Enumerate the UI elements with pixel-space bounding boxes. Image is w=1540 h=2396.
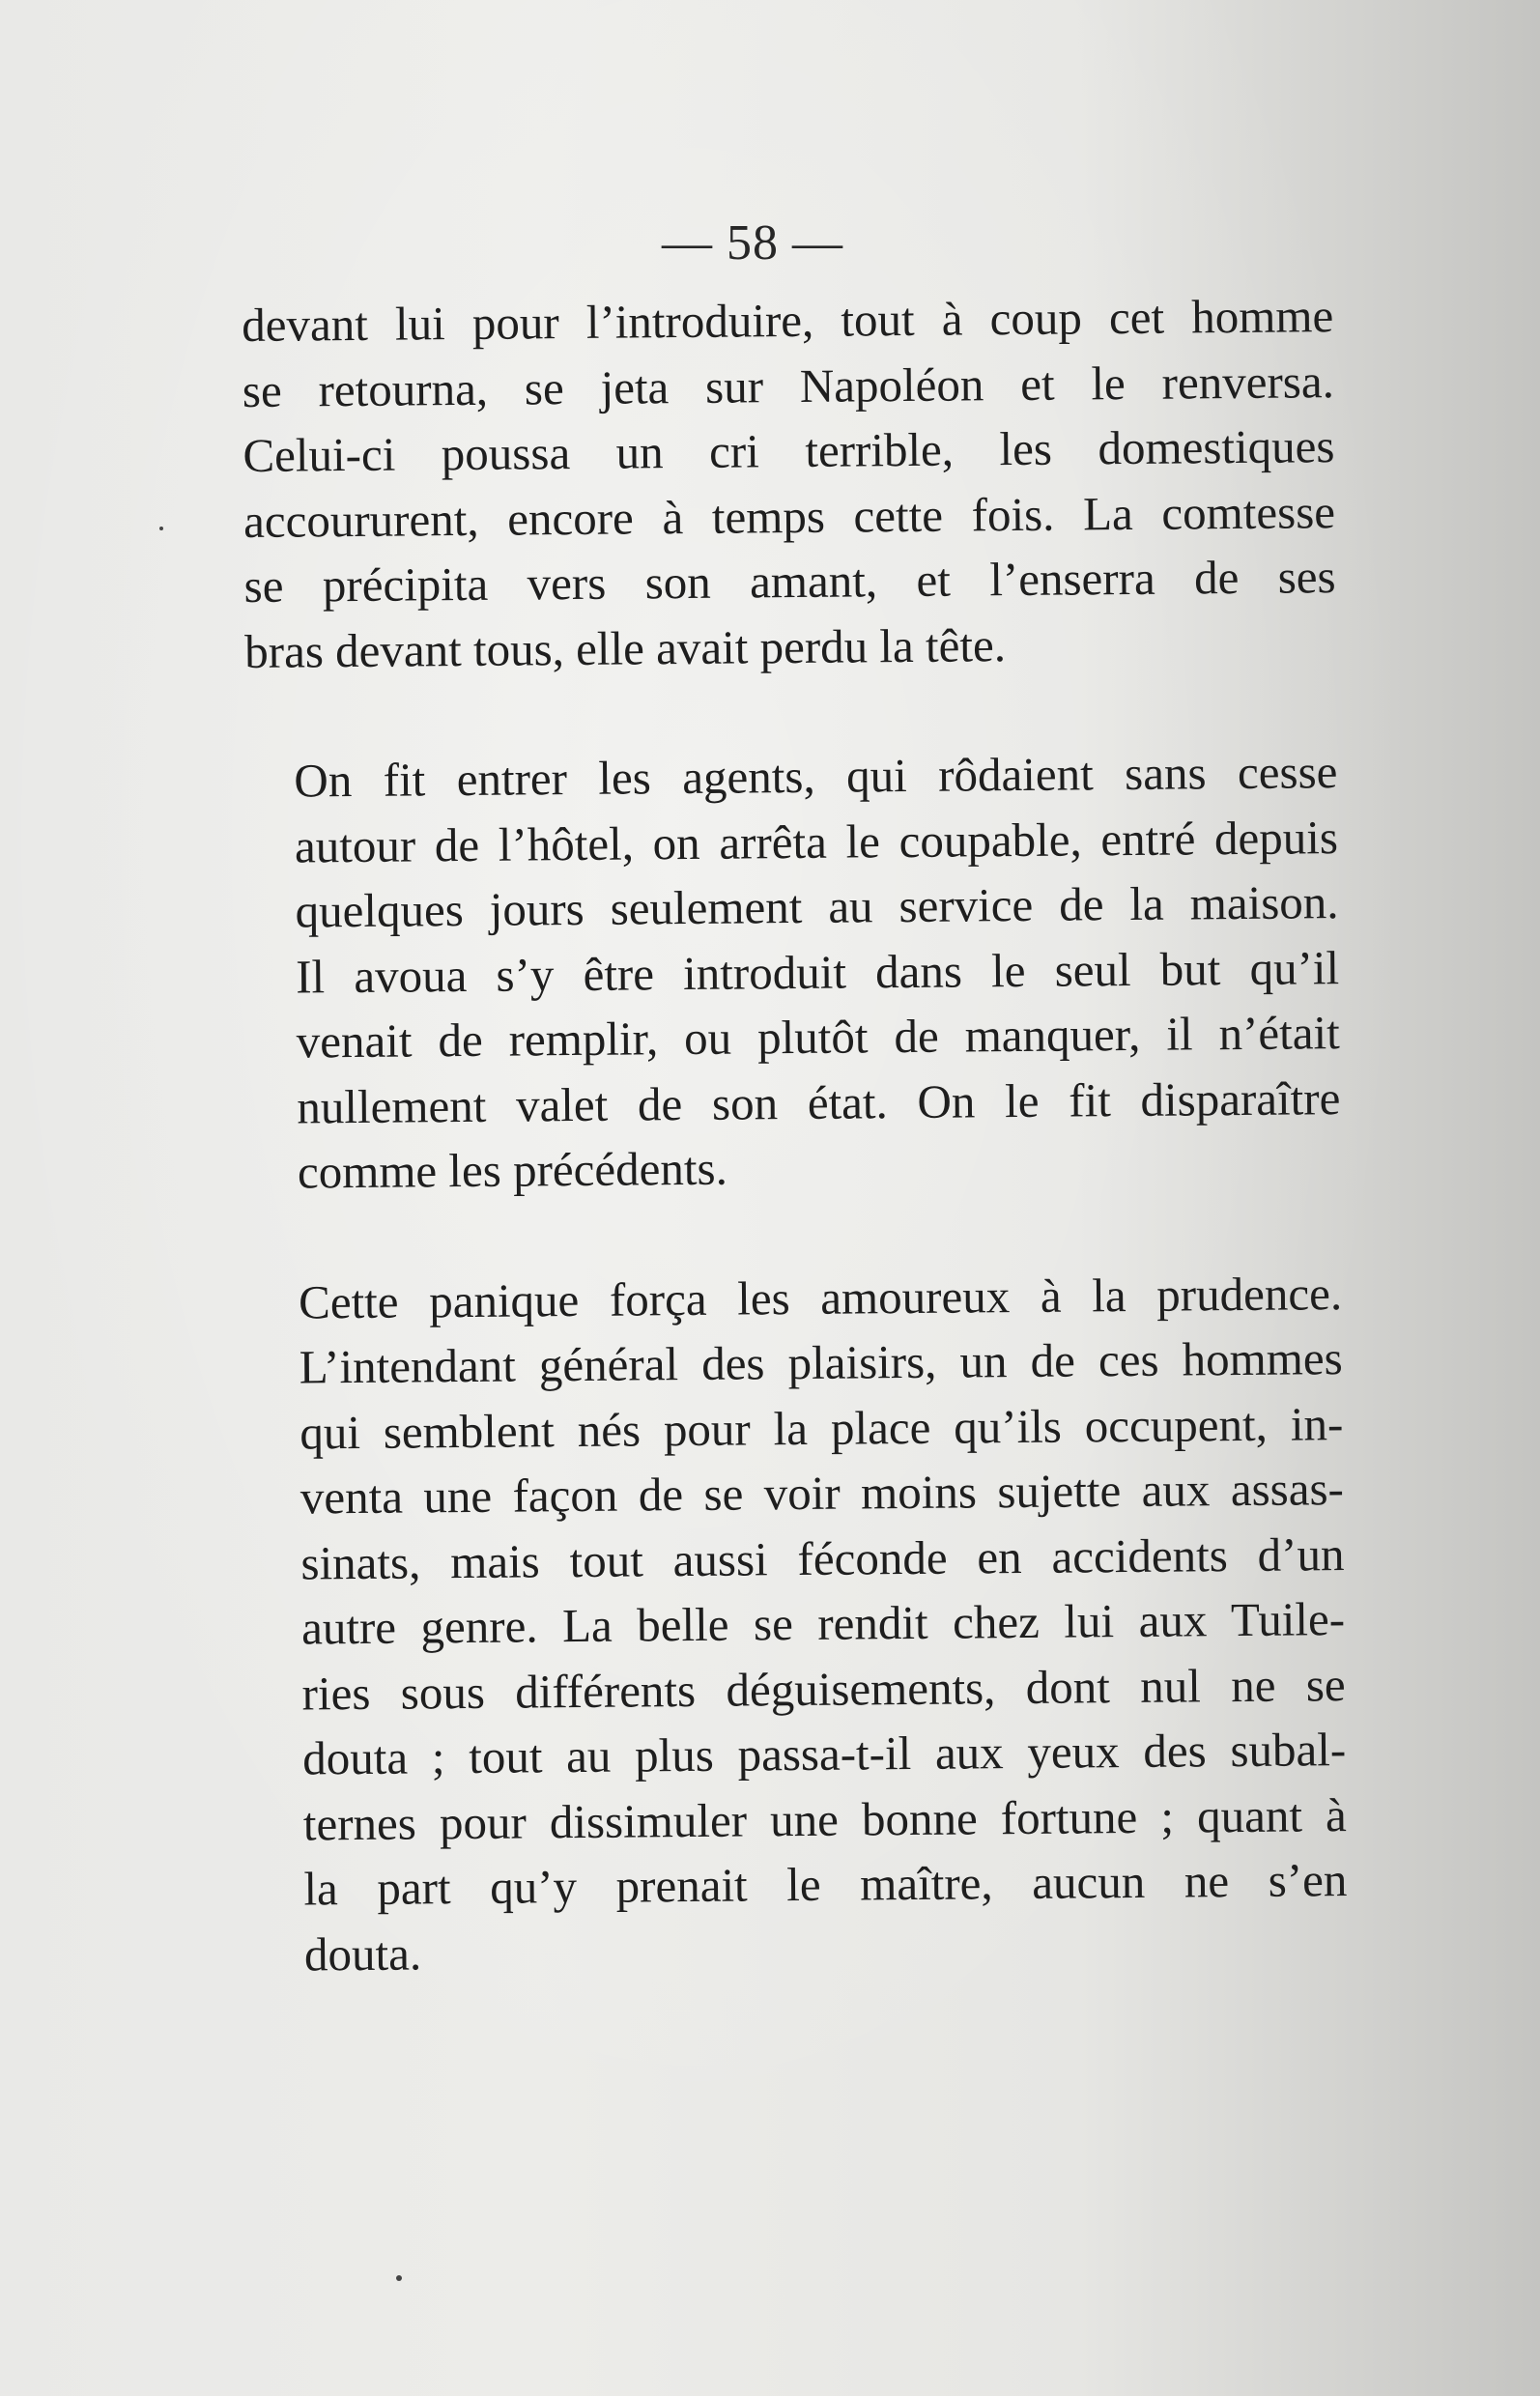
- paper-speck: [159, 527, 163, 530]
- paragraph-2: [245, 739, 1341, 1205]
- text-line: ries sous différents déguisements, dont nul ne se: [301, 1657, 1346, 1721]
- paragraph-3: [250, 1261, 1348, 1987]
- text-line: On fit entrer les agents, qui rôdaient sans cesse: [294, 745, 1338, 808]
- page-number: — 58 —: [662, 215, 843, 271]
- text-line: autre genre. La belle se rendit chez lui aux Tuile-: [300, 1592, 1346, 1655]
- text-line: venta une façon de se voir moins sujette aux assas-: [299, 1462, 1345, 1525]
- text-line: qui semblent nés pour la place qu’ils occupent, in-: [299, 1396, 1344, 1460]
- text-line: Il avoua s’y être introduit dans le seul but qu’il: [295, 940, 1340, 1004]
- text-line: accoururent, encore à temps cette fois. La comtesse: [242, 484, 1336, 548]
- text-line: Celui-ci poussa un cri terrible, les domestiques: [242, 419, 1335, 482]
- paragraph-1: [242, 283, 1336, 684]
- paper-speck: [396, 2275, 402, 2281]
- text-line: quelques jours seulement au service de la maison.: [295, 875, 1339, 938]
- text-line: se retourna, se jeta sur Napoléon et le renversa.: [242, 354, 1335, 417]
- text-line: autour de l’hôtel, on arrêta le coupable, entré depuis: [294, 810, 1339, 873]
- text-line: la part qu’y prenait le maître, aucun ne s’en: [303, 1853, 1348, 1916]
- page-body-text: [242, 283, 1348, 1987]
- text-line: comme les précédents.: [297, 1141, 728, 1199]
- text-line: bras devant tous, elle avait perdu la tête.: [243, 617, 1007, 678]
- text-line: devant lui pour l’introduire, tout à coup cet homme: [242, 289, 1334, 352]
- text-line: se précipita vers son amant, et l’enserra de ses: [243, 550, 1336, 613]
- text-line: douta.: [303, 1925, 422, 1981]
- text-line: nullement valet de son état. On le fit disparaître: [297, 1070, 1341, 1134]
- text-line: sinats, mais tout aussi féconde en accidents d’un: [300, 1526, 1345, 1590]
- text-line: douta ; tout au plus passa-t-il aux yeux des subal-: [302, 1723, 1347, 1785]
- text-line: venait de remplir, ou plutôt de manquer, il n’était: [296, 1006, 1340, 1069]
- text-line: Cette panique força les amoureux à la prudence.: [298, 1266, 1343, 1329]
- text-line: ternes pour dissimuler une bonne fortune ; quant à: [302, 1787, 1348, 1851]
- text-line: L’intendant général des plaisirs, un de ces hommes: [299, 1331, 1343, 1394]
